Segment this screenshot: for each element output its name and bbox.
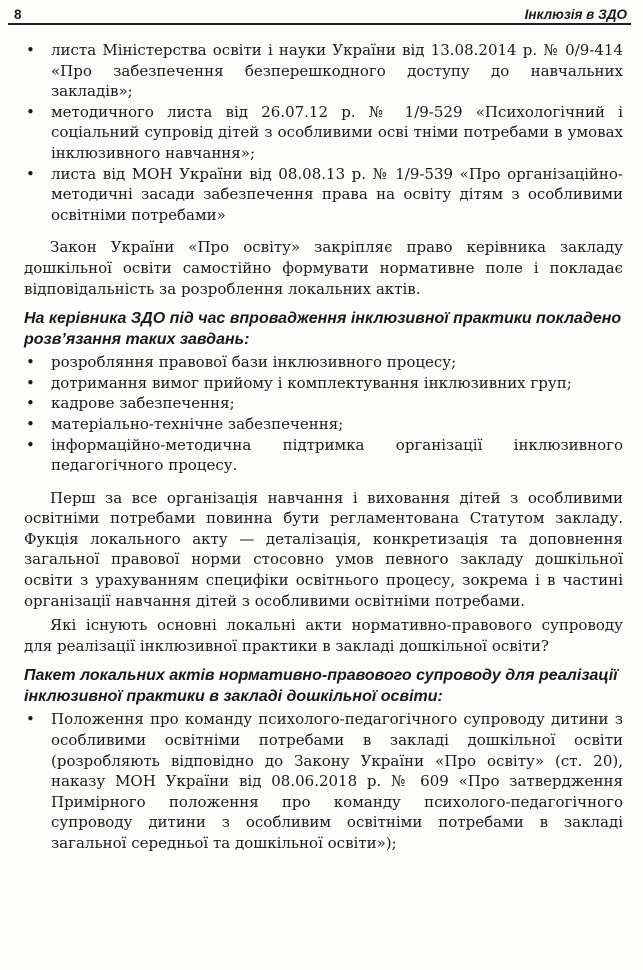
section-heading: Пакет локальних актів нормативно-правового супроводу для реалізації інклюзивної практики в закладі дошкільної освіти: (24, 667, 618, 706)
bullet-icon: • (26, 41, 35, 59)
list-item: • інформаційно-методична підтримка організації інклюзивного педагогічного процесу. (26, 435, 623, 475)
list-item: • кадрове забезпечення; (26, 394, 235, 413)
bullet-icon: • (26, 164, 35, 183)
list-item: • листа від МОН України від 08.08.13 р. № 1/9-539 «Про організаційно-методичні засади забезпечення права на освіту дітям з особливими освітніми потребами» (26, 164, 623, 224)
list-item: • листа Міністерства освіти і науки України від 13.08.2014 р. № 0/9-414 «Про забезпечення безперешкодного доступу до навчальних закладів»; (26, 41, 623, 101)
running-title: Інклюзія в ЗДО (524, 7, 627, 22)
bullet-icon: • (26, 414, 35, 433)
bullet-icon: • (26, 394, 35, 413)
bullet-icon: • (26, 710, 35, 729)
bullet-icon: • (26, 373, 35, 392)
list-item: • розробляння правової бази інклюзивного процесу; (26, 353, 457, 372)
question-paragraph: Які існують основні локальні акти нормативно-правового супроводу для реалізації інклюзивної практики в закладі дошкільної освіти? (24, 616, 623, 655)
page-body (24, 25, 623, 854)
page-header (8, 0, 631, 25)
list-item: • матеріально-технічне забезпечення; (26, 414, 344, 433)
page-number: 8 (14, 7, 22, 22)
legal-documents-list (24, 40, 623, 225)
tasks-list (24, 352, 623, 476)
bullet-icon: • (26, 435, 35, 454)
local-acts-list (24, 709, 623, 853)
list-item: • методичного листа від 26.07.12 р. № 1/9-529 «Психологічний і соціальний супровід дітей з особливими осві тніми потребами в умовах інклюзивного навчання»; (26, 102, 623, 162)
paragraph: Закон України «Про освіту» закріпляє право керівника закладу дошкільної освіти самостійно формувати нормативне поле і покладає відповідальність за розроблення локальних актів. (24, 238, 623, 298)
bullet-icon: • (26, 353, 35, 372)
list-item: • дотримання вимог прийому і комплектування інклюзивних груп; (26, 373, 572, 392)
section-heading: На керівника ЗДО під час впровадження інклюзивної практики покладено розв’язання таких завдань: (24, 310, 622, 349)
bullet-icon: • (26, 102, 35, 121)
list-item: • Положення про команду психолого-педагогічного супроводу дитини з особливими освітніми потребами в закладі дошкільної освіти (розробляють відповідно до Закону України «Про освіту» (ст. 20), наказу МОН України від 08.06.2018 р. № 609 «Про затвердження Примірного положення про команду психолого-педагогічного супроводу дитини з особливим освітніми потребами в закладі загальної середньої та дошкільної освіти»); (26, 710, 623, 852)
paragraph: Перш за все організація навчання і виховання дітей з особливими освітніми потребами повинна бути регламентована Статутом закладу. Фукція локального акту — деталізація, конкретизація та доповнення загальної правової норми стосовно умов певного закладу дошкільної освіти з урахуванням специфіки освітнього процесу, зокрема і в частині організації навчання дітей з особливими освітніми потребами. (24, 488, 623, 610)
